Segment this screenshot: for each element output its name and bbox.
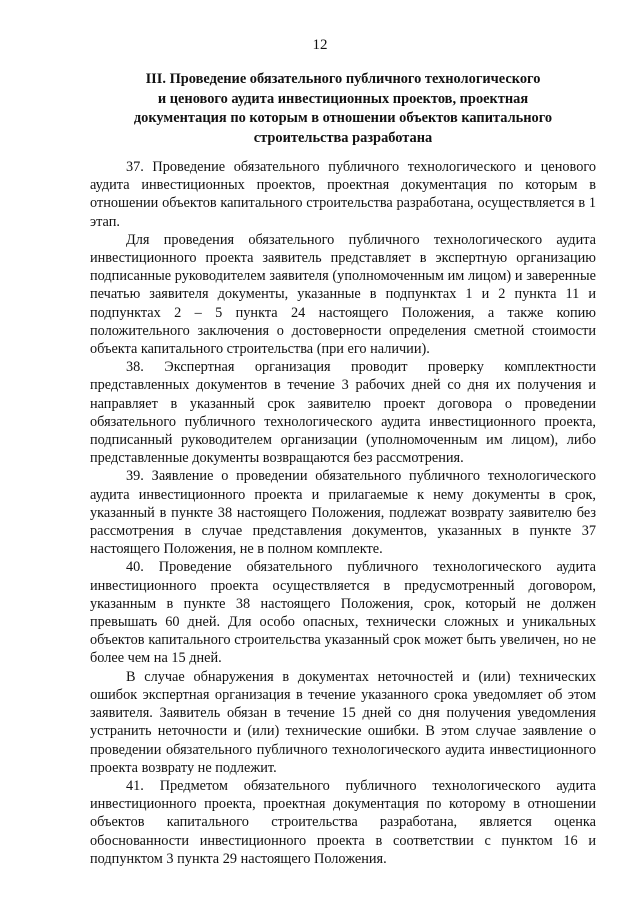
section-title-line: документация по которым в отношении объектов капитального — [133, 110, 553, 126]
paragraph-40-errors: В случае обнаружения в документах неточностей и (или) технических ошибок экспертная организация в течение указанного срока уведомляет об этом заявителя. Заявитель обязан в течение 15 дней со дня получения уведомления устранить неточности и (или) технические ошибки. В этом случае заявление о проведении обязательного публичного технологического аудита инвестиционного проекта возврату не подлежит. — [90, 668, 596, 776]
section-title-line: строительства разработана — [253, 129, 433, 146]
section-title — [118, 70, 568, 148]
section-title-line: и ценового аудита инвестиционных проектов, проектная — [157, 90, 529, 107]
paragraph-38: 38. Экспертная организация проводит проверку комплектности представленных документов в течение 3 рабочих дней со дня их получения и направляет в указанный срок заявителю проект договора о проведении обязательного публичного технологического аудита инвестиционного проекта, подписанный руководителем организации (уполномоченным им лицом), либо представленные документы возвращаются без рассмотрения. — [90, 359, 596, 467]
body-text — [90, 158, 596, 868]
paragraph-40: 40. Проведение обязательного публичного технологического аудита инвестиционного проекта осуществляется в предусмотренный договором, указанным в пункте 38 настоящего Положения, срок, который не должен превышать 60 дней. Для особо опасных, технически сложных и уникальных объектов капитального строительства указанный срок может быть увеличен, но не более чем на 15 дней. — [90, 559, 596, 667]
page-number: 12 — [312, 37, 328, 53]
paragraph-41: 41. Предметом обязательного публичного технологического аудита инвестиционного проекта, проектная документация по которому в отношении объектов капитального строительства разработана, является оценка обоснованности инвестиционного проекта в соответствии с пунктом 16 и подпунктом 3 пункта 29 настоящего Положения. — [90, 777, 596, 867]
paragraph-37-documents: Для проведения обязательного публичного технологического аудита инвестиционного проекта заявитель представляет в экспертную организацию подписанные руководителем заявителя (уполномоченным им лицом) и заверенные печатью заявителя документы, указанные в подпунктах 1 и 2 пункта 11 и подпунктах 2 – 5 пункта 24 настоящего Положения, а также копию положительного заключения о достоверности определения сметной стоимости объекта капитального строительства (при его наличии). — [90, 231, 596, 358]
section-title-line: III. Проведение обязательного публичного технологического — [145, 71, 541, 87]
paragraph-39: 39. Заявление о проведении обязательного публичного технологического аудита инвестиционного проекта и прилагаемые к нему документы в срок, указанный в пункте 38 настоящего Положения, подлежат возврату заявителю без рассмотрения в случае представления документов, указанных в пункте 37 настоящего Положения, не в полном комплекте. — [90, 468, 596, 558]
paragraph-37: 37. Проведение обязательного публичного технологического и ценового аудита инвестиционных проектов, проектная документация по которым в отношении объектов капитального строительства разработана, осуществляется в 1 этап. — [90, 159, 596, 230]
